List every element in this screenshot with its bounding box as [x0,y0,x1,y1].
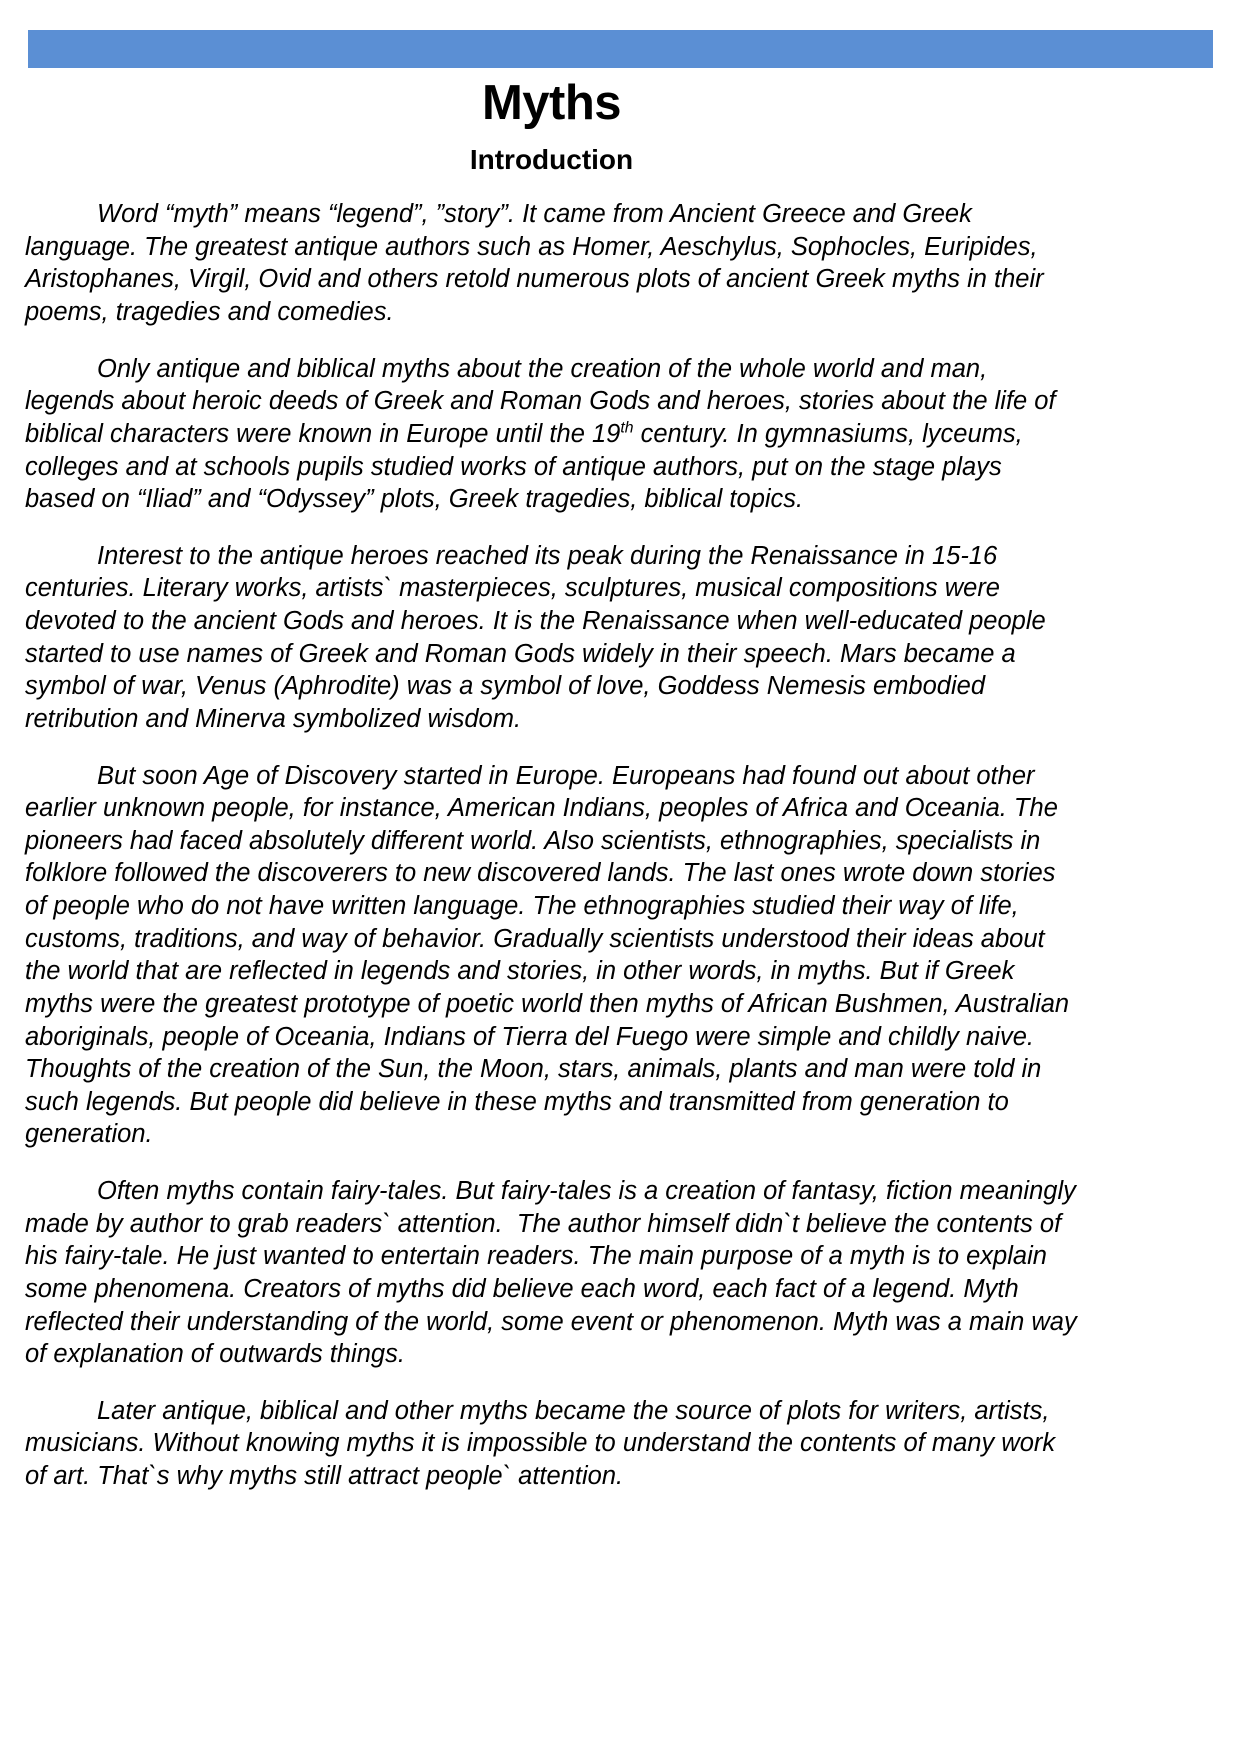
section-heading-introduction: Introduction [469,144,634,176]
header-accent-band [28,30,1213,68]
paragraph-2-text-part-1: Only antique and biblical myths about the creation of the whole world and man, legends about heroic deeds of Greek and Roman Gods and heroes, stories about the life of biblical characters were known in Europe until the 19 [25,354,1063,448]
paragraph-1: Word “myth” means “legend”, ”story”. It came from Ancient Greece and Greek language. The greatest antique authors such as Homer, Aeschylus, Sophocles, Euripides, Aristophanes, Virgil, Ovid and others retold numerous plots of ancient Greek myths in their poems, tragedies and comedies. [25,200,1051,327]
document-content [25,76,1084,1493]
paragraph-5: Often myths contain fairy-tales. But fairy-tales is a creation of fantasy, fiction meaningly made by author to grab readers` attention. The author himself didn`t believe the contents of his fairy-tale. He just wanted to entertain readers. The main purpose of a myth is to explain some phenomena. Creators of myths did believe each word, each fact of a legend. Myth reflected their understanding of the world, some event or phenomenon. Myth was a main way of explanation of outwards things. [25,1177,1084,1369]
paragraph-6: Later antique, biblical and other myths became the source of plots for writers, artists, musicians. Without knowing myths it is impossible to understand the contents of many work of art. That`s why myths still attract people` attention. [25,1396,1063,1491]
paragraph-2-text-part-2: century. In gymnasiums, lyceums, colleges and at schools pupils studied works of antique authors, put on the stage plays based on “Iliad” and “Odyssey” plots, Greek tragedies, biblical topics. [25,419,1030,514]
paragraph-3: Interest to the antique heroes reached its peak during the Renaissance in 15-16 centuries. Literary works, artists` masterpieces, sculptures, musical compositions were devoted to the ancient Gods and heroes. It is the Renaissance when well-educated people started to use names of Greek and Roman Gods widely in their speech. Mars became a symbol of war, Venus (Aphrodite) was a symbol of love, Goddess Nemesis embodied retribution and Minerva symbolized wisdom. [25,541,1053,733]
page-title: Myths [481,76,622,130]
ordinal-suffix-superscript: th [620,419,634,437]
paragraph-4: But soon Age of Discovery started in Europe. Europeans had found out about other earlier unknown people, for instance, American Indians, peoples of Africa and Oceania. The pioneers had faced absolutely different world. Also scientists, ethnographies, specialists in folklore followed the discoverers to new discovered lands. The last ones wrote down stories of people who do not have written language. The ethnographies studied their way of life, customs, traditions, and way of behavior. Gradually scientists understood their ideas about the world that are reflected in legends and stories, in other words, in myths. But if Greek myths were the greatest prototype of poetic world then myths of African Bushmen, Australian aboriginals, people of Oceania, Indians of Tierra del Fuego were simple and childly naive. Thoughts of the creation of the Sun, the Moon, stars, animals, plants and man were told in such legends. But people did believe in these myths and transmitted from generation to generation. [25,761,1077,1149]
paragraph-2 [25,353,1078,516]
